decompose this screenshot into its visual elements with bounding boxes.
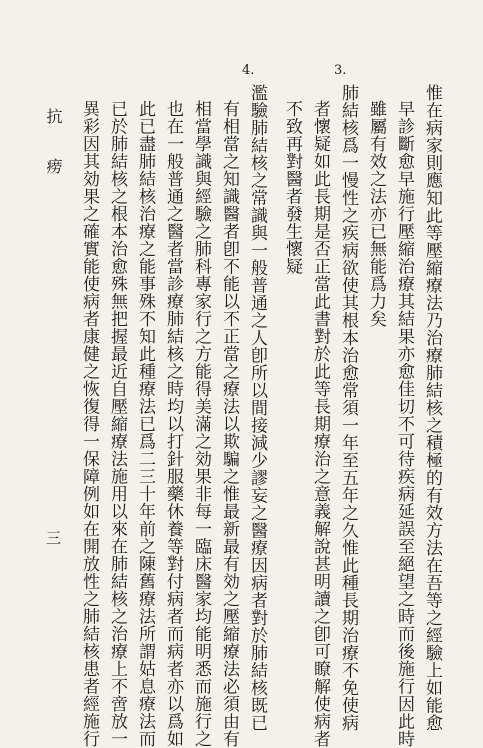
- text-column-12: 已於肺結核之根本治愈殊無把握最近自壓縮療法施用以來在肺結核之治療上不啻放一: [107, 100, 127, 748]
- page-number: 三: [44, 530, 62, 545]
- text-column-11: 此已盡肺結核治療之能事殊不知此種療法已爲二三十年前之陳舊療法所謂姑息療法而: [135, 100, 155, 748]
- text-column-6: 不致再對醫者發生懷疑: [282, 100, 302, 275]
- text-column-1: 惟在病家則應知此等壓縮療法乃治療肺結核之積極的有效方法在吾等之經驗上如能愈: [422, 84, 442, 732]
- running-title: 抗痨: [44, 108, 63, 208]
- text-column-8: 有相當之知識醫者卽不能以不正當之療法以欺騙之惟最新最有効之壓縮療法必須由有: [219, 100, 239, 748]
- item-number-3: 3.: [334, 63, 347, 78]
- text-column-4: 肺結核爲一慢性之疾病欲使其根本治愈常須一年至五年之久惟此種長期治療不免使病: [338, 84, 358, 732]
- text-column-10: 也在一般普通之醫者當診療肺結核之時均以打針服藥休養等對付病者而病者亦以爲如: [163, 100, 183, 748]
- text-column-9: 相當學識與經驗之肺科專家行之方能得美滿之効果非每一臨床醫家均能明悉而施行之: [191, 100, 211, 748]
- text-column-2: 早診斷愈早施行壓縮治療其結果亦愈佳切不可待疾病延誤至絕望之時而後施行因此時: [394, 100, 414, 748]
- text-column-13: 異彩因其効果之確實能使病者康健之恢復得一保障例如在開放性之肺結核患者經施行: [79, 100, 99, 748]
- text-column-5: 者懷疑如此長期是否正當此書對於此等長期療治之意義解說甚明讀之卽可瞭解使病者: [310, 100, 330, 748]
- item-number-4: 4.: [242, 63, 255, 78]
- text-column-3: 雖屬有效之法亦已無能爲力矣: [366, 100, 386, 328]
- text-column-7: 濫驗肺結核之常識與一般普通之人卽所以間接減少謬妄之醫療因病者對於肺結核既已: [247, 84, 267, 732]
